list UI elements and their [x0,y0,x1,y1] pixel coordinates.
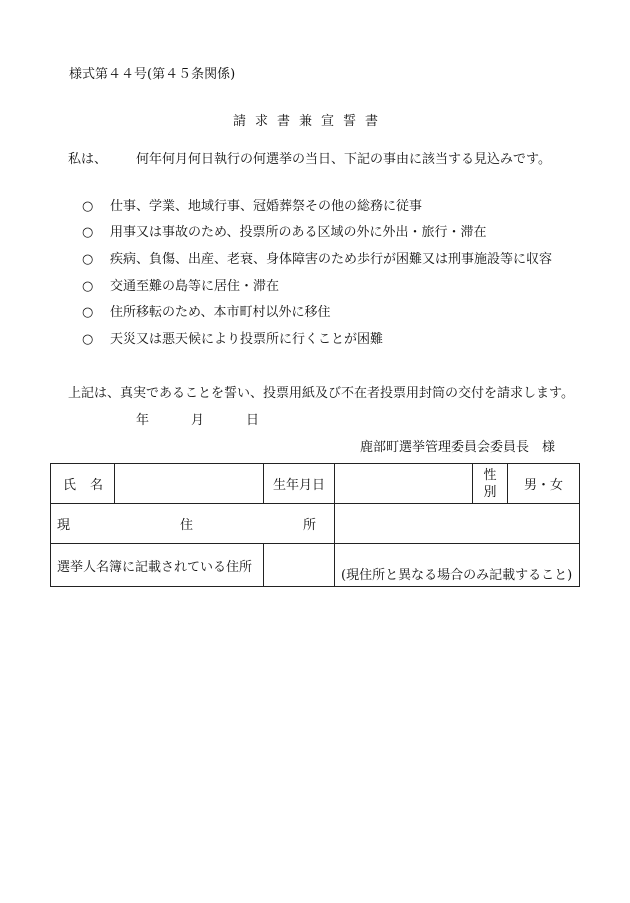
gender-field[interactable]: 男・女 [508,464,580,504]
date-month-label: 月 [191,413,205,428]
document-title: 請求書兼宣誓書 [233,114,388,129]
gender-label-1: 性 [483,467,497,483]
current-address-row [51,504,580,544]
reason-text: 交通至難の島等に居住・滞在 [110,279,280,294]
name-label-cell [51,464,115,504]
circle-mark-icon: ○ [82,225,94,240]
reason-item [82,253,552,266]
intro-prefix: 私は、 [68,152,108,167]
intro-text: 何年何月何日執行の何選挙の当日、下記の事由に該当する見込みです。 [136,152,551,167]
current-address-field[interactable] [335,504,580,544]
date-day-label: 日 [246,413,260,428]
registry-address-label: 選挙人名簿に記載されている住所 [51,544,264,587]
date-line [136,414,259,427]
reason-item [82,280,279,293]
current-address-label-cell [51,504,335,544]
registry-address-note[interactable]: (現住所と異なる場合のみ記載すること) [335,544,580,587]
address-label-1: 現 [57,518,71,533]
reason-item [82,226,486,239]
applicant-form-table [50,463,580,587]
registry-address-field-left[interactable] [264,544,335,587]
form-number: 様式第４４号(第４５条関係) [69,67,236,82]
circle-mark-icon: ○ [82,199,94,214]
reason-item [82,200,422,213]
reason-text: 疾病、負傷、出産、老衰、身体障害のため歩行が困難又は刑事施設等に収容 [110,252,553,267]
gender-label-2: 別 [483,484,497,500]
reason-text: 用事又は事故のため、投票所のある区域の外に外出・旅行・滞在 [110,225,487,240]
circle-mark-icon: ○ [82,279,94,294]
date-year-label: 年 [136,413,150,428]
reason-item [82,306,330,319]
name-row [51,464,580,504]
gender-label-cell [473,464,508,504]
circle-mark-icon: ○ [82,252,94,267]
circle-mark-icon: ○ [82,305,94,320]
birth-date-field[interactable] [335,464,473,504]
addressee: 鹿部町選挙管理委員会委員長 様 [360,440,556,455]
reason-text: 天災又は悪天候により投票所に行くことが困難 [110,332,384,347]
reason-text: 仕事、学業、地域行事、冠婚葬祭その他の総務に従事 [110,199,423,214]
name-label-1: 氏 [63,478,77,493]
registry-address-row [51,544,580,587]
address-label-3: 所 [302,518,316,533]
reason-text: 住所移転のため、本市町村以外に移住 [110,305,331,320]
reason-item [82,333,383,346]
declaration-statement: 上記は、真実であることを誓い、投票用紙及び不在者投票用封筒の交付を請求します。 [68,386,574,401]
circle-mark-icon: ○ [82,332,94,347]
name-label-2: 名 [90,478,104,493]
name-field[interactable] [115,464,264,504]
birth-date-label: 生年月日 [264,464,335,504]
address-label-2: 住 [179,518,193,533]
